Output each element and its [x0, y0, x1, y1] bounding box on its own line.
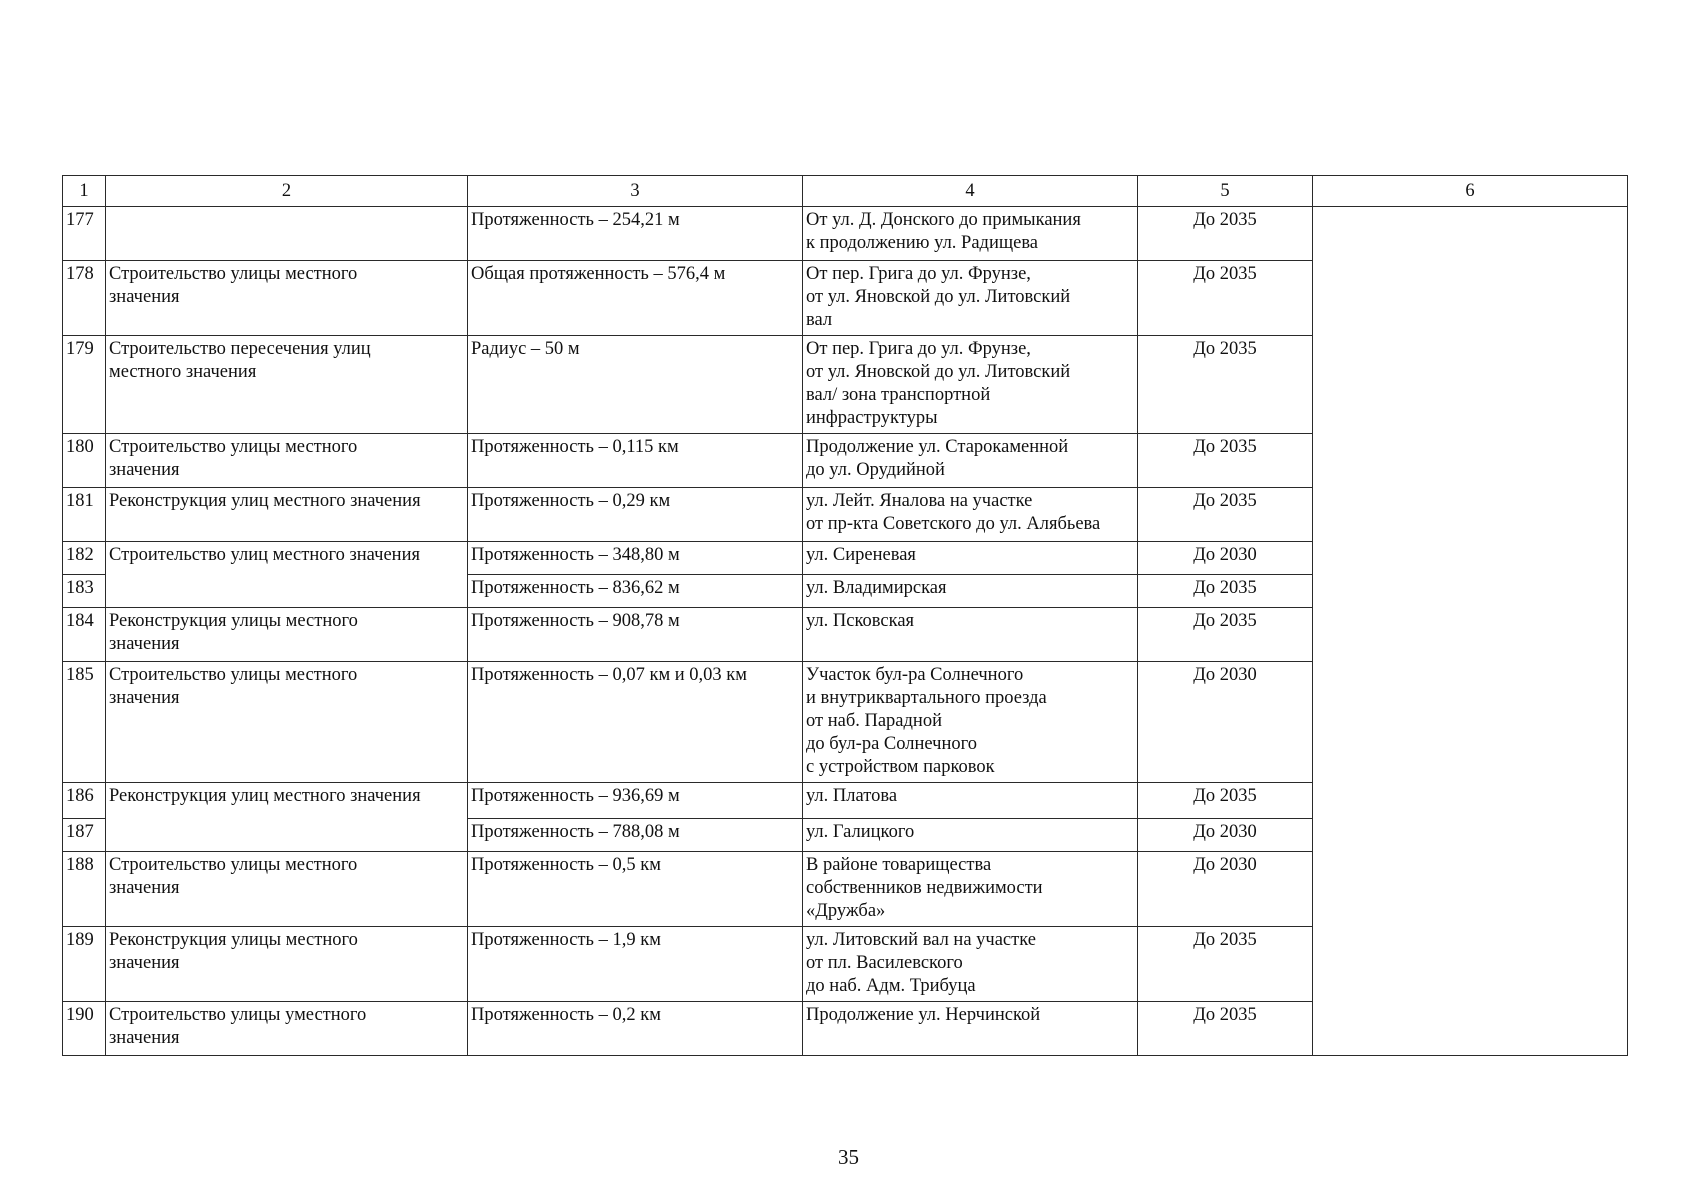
- work-location: ул. Владимирская: [803, 575, 1138, 608]
- work-deadline: До 2035: [1138, 488, 1313, 542]
- header-col-5: 5: [1138, 176, 1313, 207]
- work-parameter: Протяженность – 0,2 км: [468, 1002, 803, 1056]
- work-location: ул. Сиреневая: [803, 542, 1138, 575]
- work-description: Строительство улицы местного значения: [106, 434, 468, 488]
- work-location: От пер. Грига до ул. Фрунзе, от ул. Яновской до ул. Литовский вал: [803, 261, 1138, 336]
- row-number: 177: [63, 207, 106, 261]
- work-deadline: До 2035: [1138, 608, 1313, 662]
- work-description: Строительство пересечения улиц местного значения: [106, 336, 468, 434]
- work-description: Строительство улицы местного значения: [106, 662, 468, 783]
- work-parameter: Протяженность – 788,08 м: [468, 819, 803, 852]
- work-deadline: До 2035: [1138, 434, 1313, 488]
- work-deadline: До 2035: [1138, 927, 1313, 1002]
- work-location: Продолжение ул. Старокаменной до ул. Орудийной: [803, 434, 1138, 488]
- header-col-3: 3: [468, 176, 803, 207]
- work-description: Строительство улицы местного значения: [106, 261, 468, 336]
- work-parameter: Протяженность – 0,29 км: [468, 488, 803, 542]
- work-deadline: До 2035: [1138, 575, 1313, 608]
- work-parameter: Радиус – 50 м: [468, 336, 803, 434]
- row-number: 179: [63, 336, 106, 434]
- document-table: [62, 175, 1628, 1056]
- work-location: От ул. Д. Донского до примыкания к продолжению ул. Радищева: [803, 207, 1138, 261]
- work-deadline: До 2035: [1138, 336, 1313, 434]
- work-parameter: Протяженность – 1,9 км: [468, 927, 803, 1002]
- row-number: 181: [63, 488, 106, 542]
- work-deadline: До 2030: [1138, 852, 1313, 927]
- work-deadline: До 2035: [1138, 261, 1313, 336]
- work-deadline: До 2030: [1138, 819, 1313, 852]
- work-deadline: До 2035: [1138, 1002, 1313, 1056]
- work-deadline: До 2030: [1138, 542, 1313, 575]
- header-col-1: 1: [63, 176, 106, 207]
- work-location: В районе товарищества собственников недвижимости «Дружба»: [803, 852, 1138, 927]
- work-description: Реконструкция улицы местного значения: [106, 608, 468, 662]
- row-number: 185: [63, 662, 106, 783]
- work-parameter: Протяженность – 0,07 км и 0,03 км: [468, 662, 803, 783]
- work-description: Строительство улиц местного значения: [106, 542, 468, 608]
- work-parameter: Протяженность – 836,62 м: [468, 575, 803, 608]
- work-parameter: Протяженность – 908,78 м: [468, 608, 803, 662]
- work-description: Реконструкция улиц местного значения: [106, 783, 468, 852]
- work-parameter: Протяженность – 0,115 км: [468, 434, 803, 488]
- header-col-6: 6: [1313, 176, 1628, 207]
- work-deadline: До 2030: [1138, 662, 1313, 783]
- row-number: 183: [63, 575, 106, 608]
- header-col-4: 4: [803, 176, 1138, 207]
- row-number: 178: [63, 261, 106, 336]
- page-number: 35: [838, 1145, 859, 1169]
- work-parameter: Протяженность – 0,5 км: [468, 852, 803, 927]
- work-description: [106, 207, 468, 261]
- work-location: ул. Лейт. Яналова на участке от пр-кта Советского до ул. Алябьева: [803, 488, 1138, 542]
- work-parameter: Протяженность – 936,69 м: [468, 783, 803, 819]
- work-description: Реконструкция улицы местного значения: [106, 927, 468, 1002]
- work-description: Реконструкция улиц местного значения: [106, 488, 468, 542]
- header-col-2: 2: [106, 176, 468, 207]
- row-number: 189: [63, 927, 106, 1002]
- work-parameter: Протяженность – 254,21 м: [468, 207, 803, 261]
- column-6-cell: [1313, 207, 1628, 1056]
- header-row: [63, 176, 1628, 207]
- row-number: 186: [63, 783, 106, 819]
- work-parameter: Общая протяженность – 576,4 м: [468, 261, 803, 336]
- row-number: 182: [63, 542, 106, 575]
- work-deadline: До 2035: [1138, 207, 1313, 261]
- work-description: Строительство улицы уместного значения: [106, 1002, 468, 1056]
- work-location: ул. Псковская: [803, 608, 1138, 662]
- work-location: Участок бул-ра Солнечного и внутриквартального проезда от наб. Парадной до бул-ра Солнечного с устройством парковок: [803, 662, 1138, 783]
- row-number: 190: [63, 1002, 106, 1056]
- row-number: 188: [63, 852, 106, 927]
- work-deadline: До 2035: [1138, 783, 1313, 819]
- work-location: Продолжение ул. Нерчинской: [803, 1002, 1138, 1056]
- work-location: ул. Галицкого: [803, 819, 1138, 852]
- row-number: 184: [63, 608, 106, 662]
- work-description: Строительство улицы местного значения: [106, 852, 468, 927]
- work-location: ул. Литовский вал на участке от пл. Василевского до наб. Адм. Трибуца: [803, 927, 1138, 1002]
- row-number: 180: [63, 434, 106, 488]
- work-location: ул. Платова: [803, 783, 1138, 819]
- row-number: 187: [63, 819, 106, 852]
- table-row: [63, 207, 1628, 261]
- work-location: От пер. Грига до ул. Фрунзе, от ул. Яновской до ул. Литовский вал/ зона транспортной инфраструктуры: [803, 336, 1138, 434]
- work-parameter: Протяженность – 348,80 м: [468, 542, 803, 575]
